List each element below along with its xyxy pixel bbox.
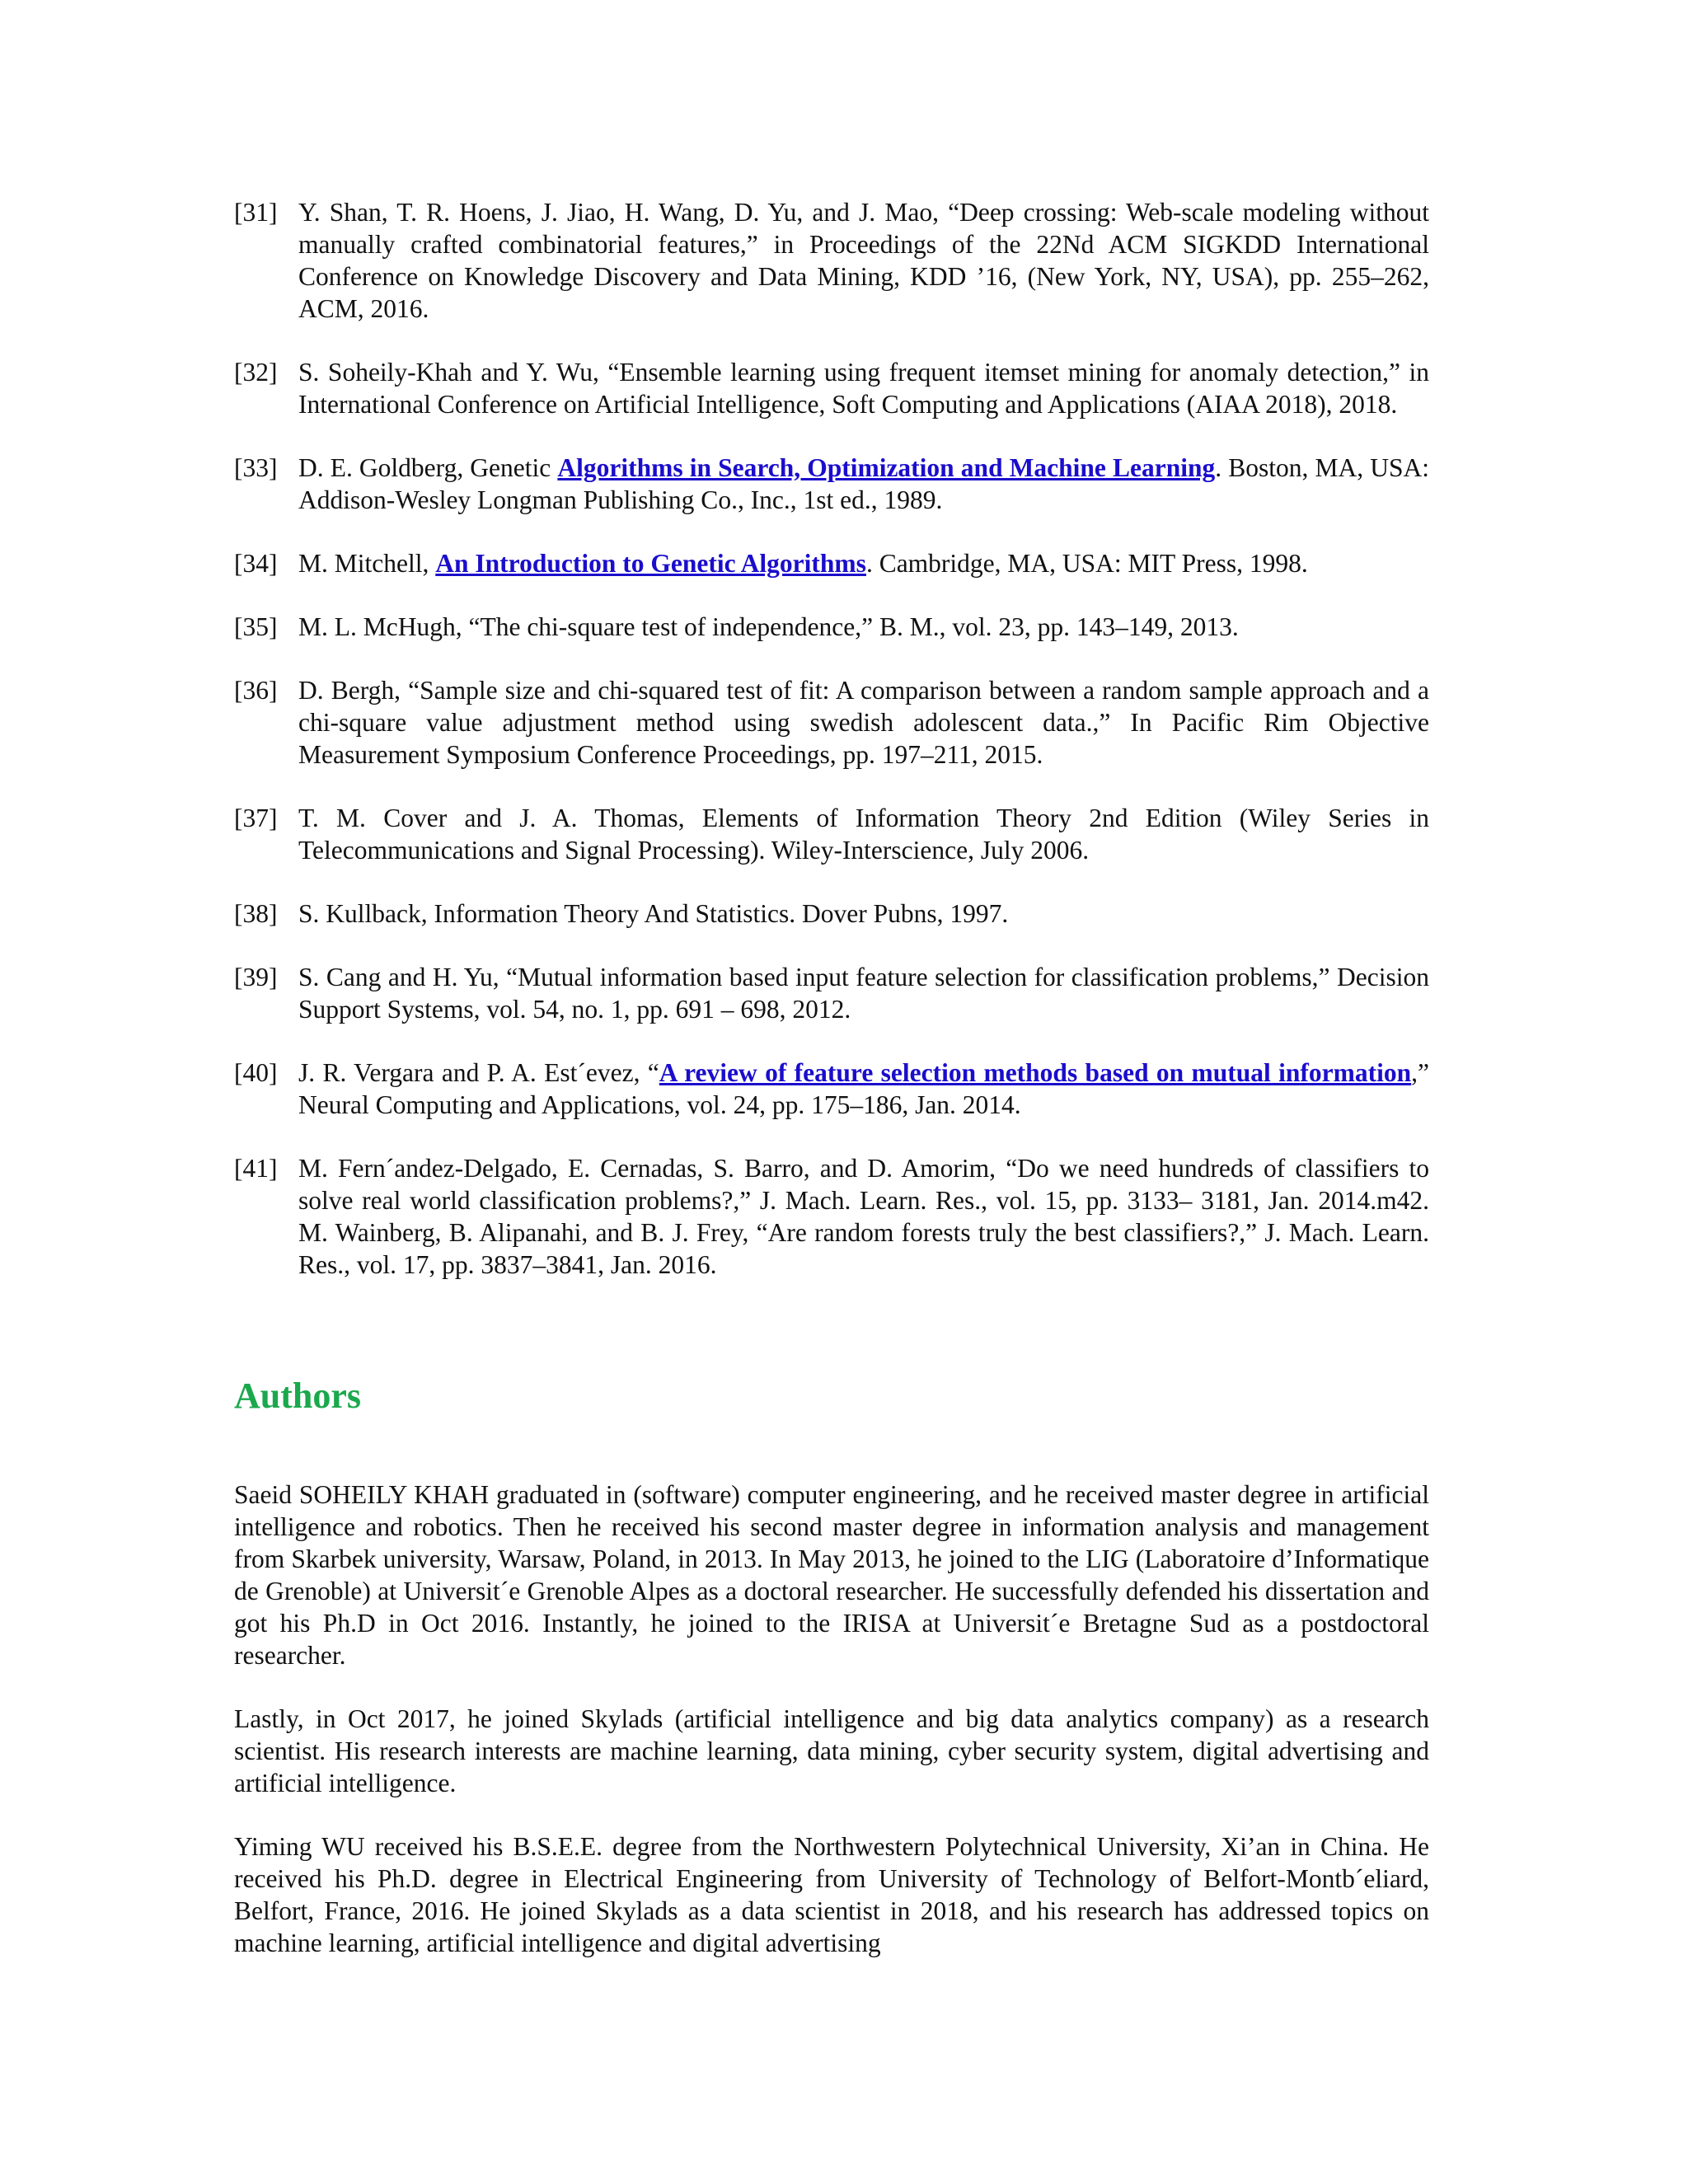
reference-41 xyxy=(234,1152,1429,1281)
reference-number: [34] xyxy=(234,549,278,578)
reference-list xyxy=(234,196,1429,1312)
reference-text-pre: D. E. Goldberg, Genetic xyxy=(298,453,558,482)
reference-number: [37] xyxy=(234,804,278,832)
reference-31 xyxy=(234,196,1429,325)
reference-32 xyxy=(234,356,1429,420)
reference-39 xyxy=(234,961,1429,1025)
reference-34 xyxy=(234,547,1429,579)
reference-link-mitchell[interactable]: An Introduction to Genetic Algorithms xyxy=(435,549,866,578)
reference-text-post: . Cambridge, MA, USA: MIT Press, 1998. xyxy=(865,549,1308,578)
reference-text: Y. Shan, T. R. Hoens, J. Jiao, H. Wang, D. Yu, and J. Mao, “Deep crossing: Web-scale modeling without manually crafted combinatorial features,” in Proceedings of the 22Nd ACM SIGKDD International Conference on Knowledge Discovery and Data Mining, KDD ’16, (New York, NY, USA), pp. 255–262, ACM, 2016. xyxy=(298,198,1429,323)
reference-number: [38] xyxy=(234,899,278,928)
reference-37 xyxy=(234,802,1429,866)
reference-text: S. Kullback, Information Theory And Statistics. Dover Pubns, 1997. xyxy=(298,899,1009,928)
authors-heading: Authors xyxy=(234,1376,362,1416)
author-bio-paragraph: Lastly, in Oct 2017, he joined Skylads (artificial intelligence and big data analytics company) as a research scientist. His research interests are machine learning, data mining, cyber security system, digital advertising and artificial intelligence. xyxy=(234,1704,1429,1797)
reference-number: [41] xyxy=(234,1154,278,1183)
reference-text-post: . Boston, MA, USA: Addison-Wesley Longman Publishing Co., Inc., 1st ed., 1989. xyxy=(298,453,1429,514)
reference-number: [32] xyxy=(234,358,278,387)
author-bios xyxy=(234,1452,1429,1990)
reference-number: [39] xyxy=(234,963,278,991)
reference-number: [31] xyxy=(234,198,278,227)
reference-33 xyxy=(234,452,1429,516)
reference-36 xyxy=(234,674,1429,771)
reference-number: [35] xyxy=(234,612,278,641)
reference-text: M. Fern´andez-Delgado, E. Cernadas, S. Barro, and D. Amorim, “Do we need hundreds of classifiers to solve real world classification problems?,” J. Mach. Learn. Res., vol. 15, pp. 3133– 3181, Jan. 2014.m42. M. Wainberg, B. Alipanahi, and B. J. Frey, “Are random forests truly the best classifiers?,” J. Mach. Learn. Res., vol. 17, pp. 3837–3841, Jan. 2016. xyxy=(298,1154,1429,1279)
reference-text-post: ,” Neural Computing and Applications, vol. 24, pp. 175–186, Jan. 2014. xyxy=(298,1058,1430,1119)
reference-text: M. L. McHugh, “The chi-square test of independence,” B. M., vol. 23, pp. 143–149, 2013. xyxy=(298,612,1239,641)
reference-link-vergara[interactable]: A review of feature selection methods based on mutual information xyxy=(659,1058,1412,1087)
reference-text xyxy=(298,547,1429,579)
reference-number: [36] xyxy=(234,676,278,705)
reference-text-pre: J. R. Vergara and P. A. Est´evez, “ xyxy=(298,1058,659,1087)
reference-text: S. Soheily-Khah and Y. Wu, “Ensemble learning using frequent itemset mining for anomaly detection,” in International Conference on Artificial Intelligence, Soft Computing and Applications (AIAA 2018), 2018. xyxy=(298,358,1429,419)
reference-text xyxy=(298,452,1429,516)
reference-text-pre: M. Mitchell, xyxy=(298,549,436,578)
reference-38 xyxy=(234,898,1429,930)
author-bio-paragraph: Yiming WU received his B.S.E.E. degree from the Northwestern Polytechnical University, Xi’an in China. He received his Ph.D. degree in Electrical Engineering from University of Technology of Belfort-Montb´eliard, Belfort, France, 2016. He joined Skylads as a data scientist in 2018, and his research has addressed topics on machine learning, artificial intelligence and digital advertising xyxy=(234,1831,1429,1957)
reference-40 xyxy=(234,1057,1429,1121)
reference-link-goldberg[interactable]: Algorithms in Search, Optimization and Machine Learning xyxy=(557,453,1216,482)
reference-text: D. Bergh, “Sample size and chi-squared test of fit: A comparison between a random sample approach and a chi-square value adjustment method using swedish adolescent data.,” In Pacific Rim Objective Measurement Symposium Conference Proceedings, pp. 197–211, 2015. xyxy=(298,676,1429,769)
reference-text: S. Cang and H. Yu, “Mutual information based input feature selection for classification problems,” Decision Support Systems, vol. 54, no. 1, pp. 691 – 698, 2012. xyxy=(298,963,1429,1024)
author-bio-paragraph: Saeid SOHEILY KHAH graduated in (software) computer engineering, and he received master degree in artificial intelligence and robotics. Then he received his second master degree in information analysis and management from Skarbek university, Warsaw, Poland, in 2013. In May 2013, he joined to the LIG (Laboratoire d’Informatique de Grenoble) at Universit´e Grenoble Alpes as a doctoral researcher. He successfully defended his dissertation and got his Ph.D in Oct 2016. Instantly, he joined to the IRISA at Universit´e Bretagne Sud as a postdoctoral researcher. xyxy=(234,1479,1429,1670)
reference-35 xyxy=(234,611,1429,643)
reference-number: [40] xyxy=(234,1058,278,1087)
reference-number: [33] xyxy=(234,453,278,482)
reference-text xyxy=(298,1057,1429,1121)
reference-text: T. M. Cover and J. A. Thomas, Elements of Information Theory 2nd Edition (Wiley Series in Telecommunications and Signal Processing). Wiley-Interscience, July 2006. xyxy=(298,804,1429,865)
